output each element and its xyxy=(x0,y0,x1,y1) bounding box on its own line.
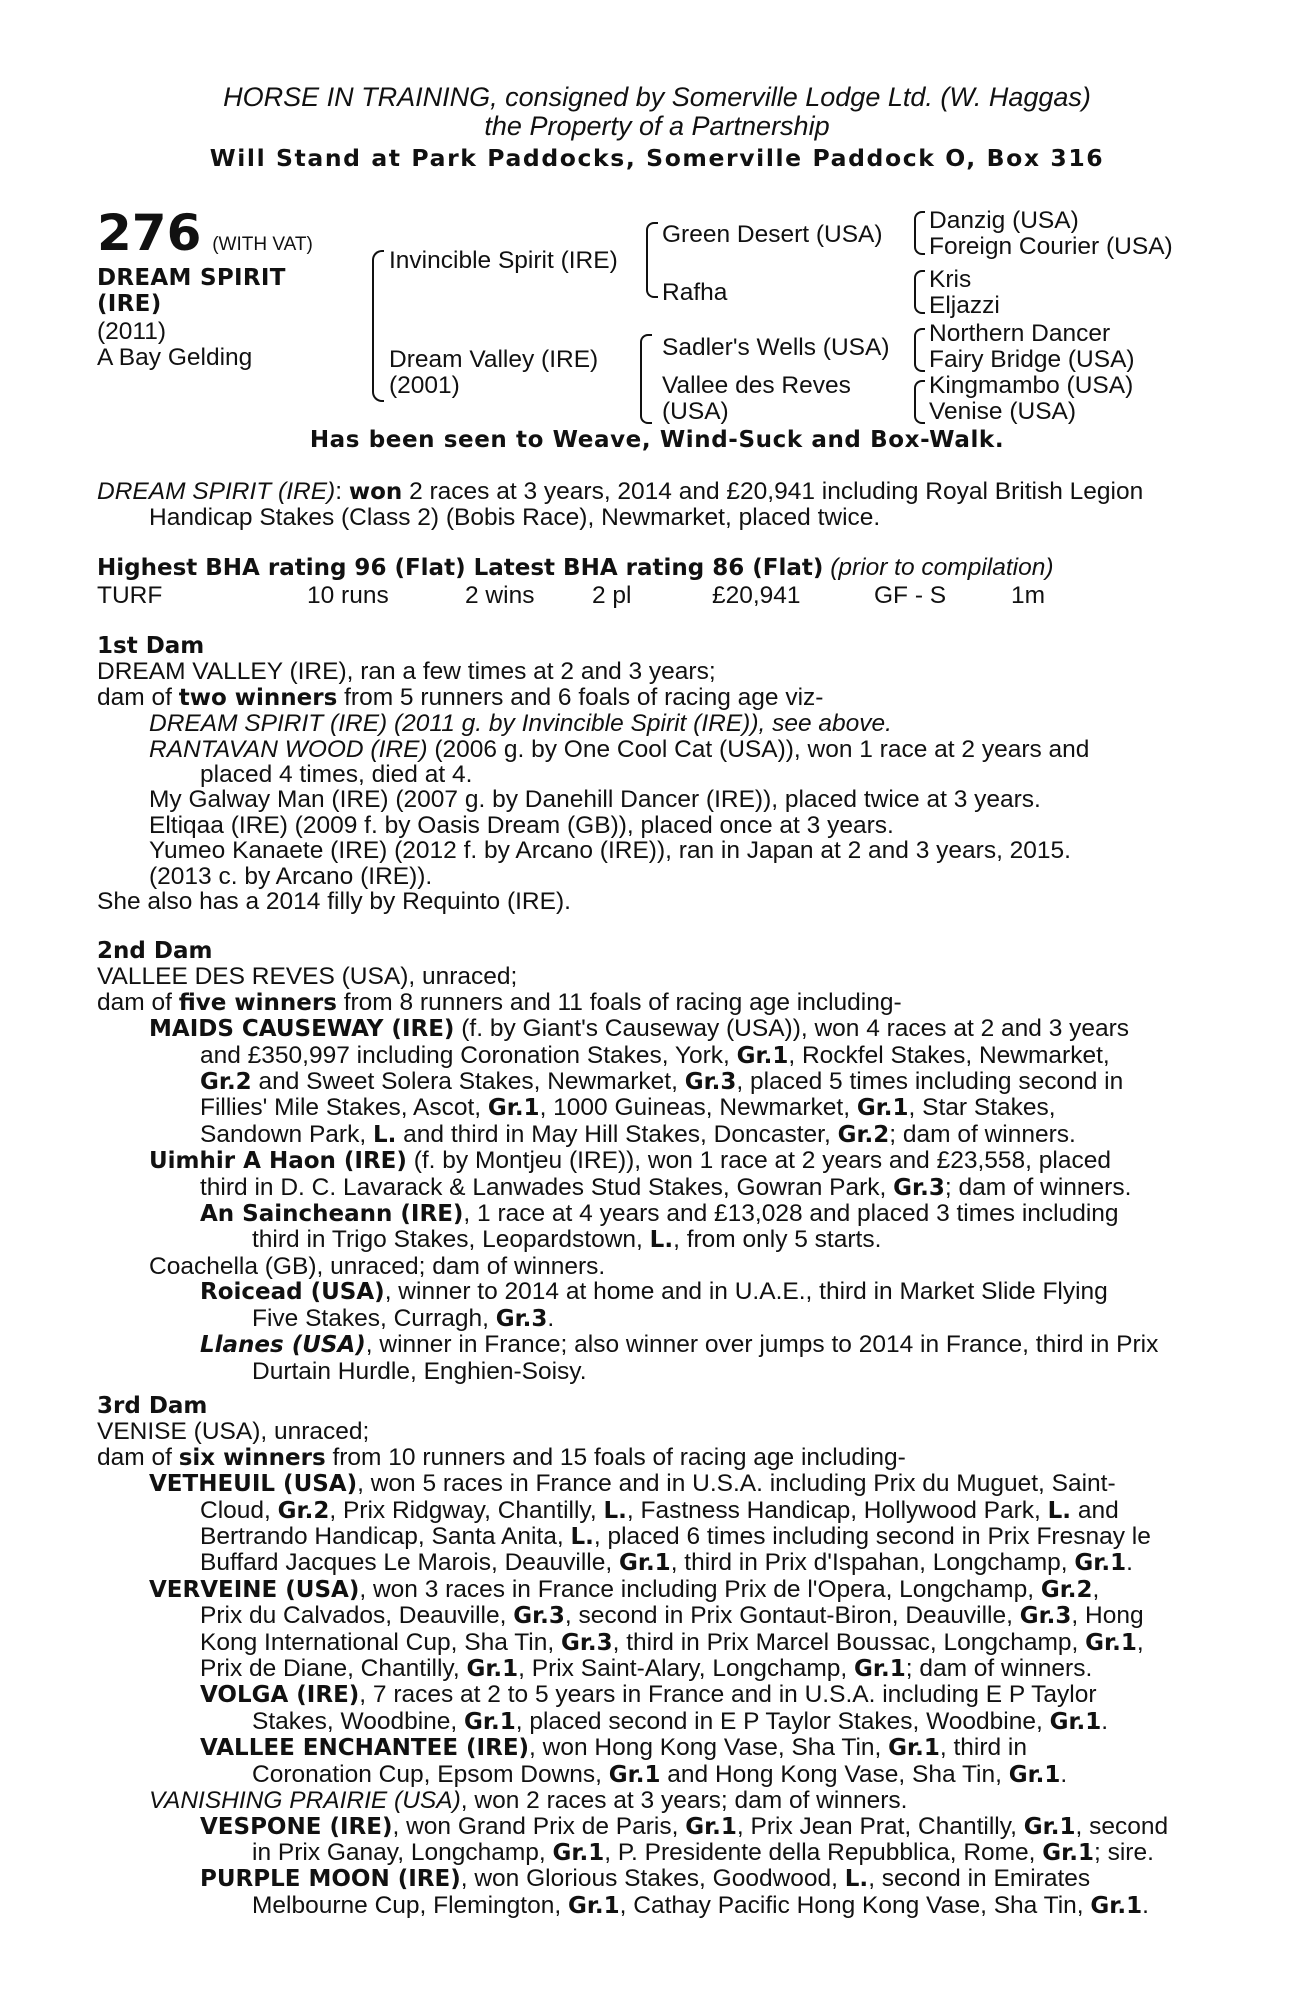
rating-block xyxy=(97,555,1207,581)
verveine-text-3c: , xyxy=(1136,1628,1144,1656)
pedigree-sire: Invincible Spirit (IRE) xyxy=(389,247,618,274)
turf-wins: 2 wins xyxy=(465,582,535,609)
first-dam-line-1: DREAM VALLEY (IRE), ran a few times at 2 and 3 years; xyxy=(97,658,716,686)
offspring-5: Yumeo Kanaete (IRE) (2012 f. by Arcano (IRE)), ran in Japan at 2 and 3 years, 2015. xyxy=(149,837,1071,865)
maids-text-4c: , Star Stakes, xyxy=(908,1094,1056,1122)
volga-text-2a: Stakes, Woodbine, xyxy=(252,1707,465,1735)
pedigree-sss: Danzig (USA) xyxy=(929,207,1079,234)
grade-badge: Gr.1 xyxy=(856,1095,909,1122)
purple-moon-text-1a: , won Glorious Stakes, Goodwood, xyxy=(460,1865,845,1893)
pedigree-dam-line-2: (2001) xyxy=(389,372,460,399)
maids-text-4a: Fillies' Mile Stakes, Ascot, xyxy=(200,1094,488,1122)
race-summary: DREAM SPIRIT (IRE): won 2 races at 3 years, 2014 and £20,941 including Royal British Legion Handicap Stakes (Class 2) (Bobis Race), Newmarket, placed twice. xyxy=(97,479,1207,531)
grade-badge: Gr.1 xyxy=(1023,1813,1076,1840)
header-line-2: the Property of a Partnership xyxy=(484,111,830,141)
verveine-text-4a: Prix de Diane, Chantilly, xyxy=(200,1655,467,1683)
vanishing-prairie-name: VANISHING PRAIRIE (USA) xyxy=(149,1787,461,1815)
offspring-2-cont: placed 4 times, died at 4. xyxy=(200,761,473,789)
roicead-text-1: , winner to 2014 at home and in U.A.E., third in Market Slide Flying xyxy=(384,1278,1108,1306)
grade-badge: Gr.3 xyxy=(1019,1603,1072,1630)
vetheuil-text-2c: , Fastness Handicap, Hollywood Park, xyxy=(626,1496,1048,1524)
third-dam-line-1: VENISE (USA), unraced; xyxy=(97,1418,370,1446)
third-dam-line-2c: from 10 runners and 15 foals of racing age including- xyxy=(325,1443,906,1471)
uimhir-text-1: (f. by Montjeu (IRE)), won 1 race at 2 years and £23,558, placed xyxy=(406,1147,1111,1175)
verveine-text-4c: ; dam of winners. xyxy=(905,1655,1093,1683)
pedigree-brace-main xyxy=(372,250,384,402)
grade-badge: Gr.1 xyxy=(854,1656,906,1683)
first-dam-line-2a: dam of xyxy=(97,683,179,711)
grade-badge: Gr.1 xyxy=(608,1761,661,1788)
grade-badge: Gr.1 xyxy=(736,1042,789,1069)
second-dam-winners: five winners xyxy=(178,989,337,1016)
rating-bold: Highest BHA rating 96 (Flat) Latest BHA rating 86 (Flat) xyxy=(97,555,824,581)
vallee-enchantee-text-1a: , won Hong Kong Vase, Sha Tin, xyxy=(529,1734,889,1762)
verveine-text-2b: , second in Prix Gontaut-Biron, Deauville, xyxy=(564,1602,1020,1630)
vallee-enchantee-text-2b: and Hong Kong Vase, Sha Tin, xyxy=(660,1760,1009,1788)
offspring-1-rest: (2011 g. by Invincible Spirit (IRE)), see above. xyxy=(387,710,892,738)
third-dam-section xyxy=(97,1393,1207,1919)
vallee-enchantee-text-2c: . xyxy=(1060,1760,1068,1788)
pedigree-ssd: Foreign Courier (USA) xyxy=(929,233,1173,260)
grade-badge: Gr.2 xyxy=(277,1497,330,1524)
listed-badge: L. xyxy=(649,1227,674,1254)
lot-number: 276 xyxy=(97,204,202,262)
maids-text-5c: ; dam of winners. xyxy=(889,1120,1076,1148)
an-saincheann-text-1: , 1 race at 4 years and £13,028 and placed 3 times including xyxy=(463,1200,1119,1228)
verveine-text-3b: , third in Prix Marcel Boussac, Longchamp, xyxy=(612,1628,1086,1656)
volga-name: VOLGA (IRE) xyxy=(200,1682,360,1709)
third-dam-line-2a: dam of xyxy=(97,1443,179,1471)
verveine-text-1a: , won 3 races in France including Prix de l'Opera, Longchamp, xyxy=(359,1575,1041,1603)
llanes-text-2: Durtain Hurdle, Enghien-Soisy. xyxy=(252,1357,587,1385)
first-dam-winners: two winners xyxy=(178,684,338,711)
listed-badge: L. xyxy=(570,1524,594,1551)
grade-badge: Gr.1 xyxy=(888,1735,940,1762)
turf-runs: 10 runs xyxy=(307,582,389,609)
grade-badge: Gr.1 xyxy=(1049,1708,1102,1735)
maids-causeway-name: MAIDS CAUSEWAY (IRE) xyxy=(149,1016,455,1043)
vice-note: Has been seen to Weave, Wind-Suck and Box-Walk. xyxy=(309,427,1005,453)
grade-badge: Gr.1 xyxy=(567,1892,620,1919)
turf-surface: TURF xyxy=(97,582,163,609)
listed-badge: L. xyxy=(603,1497,627,1524)
second-dam-line-2a: dam of xyxy=(97,988,179,1016)
third-dam-heading: 3rd Dam xyxy=(97,1393,208,1419)
vetheuil-text-4b: , third in Prix d'Ispahan, Longchamp, xyxy=(670,1549,1075,1577)
verveine-text-2c: , Hong xyxy=(1071,1602,1144,1630)
vespone-text-2b: , P. Presidente della Repubblica, Rome, xyxy=(604,1838,1043,1866)
grade-badge: Gr.3 xyxy=(495,1305,548,1332)
purple-moon-text-1b: , second in Emirates xyxy=(868,1865,1091,1893)
grade-badge: Gr.1 xyxy=(1090,1892,1143,1919)
grade-badge: Gr.1 xyxy=(1074,1550,1127,1577)
uimhir-text-2a: third in D. C. Lavarack & Lanwades Stud Stakes, Gowran Park, xyxy=(200,1173,894,1201)
second-dam-line-1: VALLEE DES REVES (USA), unraced; xyxy=(97,963,518,991)
verveine-text-4b: , Prix Saint-Alary, Longchamp, xyxy=(518,1655,855,1683)
maids-text-4b: , 1000 Guineas, Newmarket, xyxy=(539,1094,857,1122)
coachella-line: Coachella (GB), unraced; dam of winners. xyxy=(149,1252,606,1280)
pedigree-brace-dd xyxy=(914,380,925,424)
grade-badge: Gr.1 xyxy=(1085,1629,1137,1656)
maids-text-2a: and £350,997 including Coronation Stakes, York, xyxy=(200,1041,737,1069)
pedigree-dam-line-1: Dream Valley (IRE) xyxy=(389,346,599,373)
grade-badge: Gr.2 xyxy=(837,1121,890,1148)
vespone-text-1a: , won Grand Prix de Paris, xyxy=(392,1812,686,1840)
grade-badge: Gr.1 xyxy=(619,1550,671,1577)
horse-year: (2011) xyxy=(97,318,167,345)
turf-going: GF - S xyxy=(874,582,947,609)
purple-moon-text-2c: . xyxy=(1142,1891,1149,1919)
offspring-4: Eltiqaa (IRE) (2009 f. by Oasis Dream (GB)), placed once at 3 years. xyxy=(149,811,894,839)
pedigree-dam-dam-line-2: (USA) xyxy=(662,398,729,425)
pedigree-sds: Kris xyxy=(929,266,972,293)
grade-badge: Gr.2 xyxy=(200,1069,252,1096)
maids-text-5a: Sandown Park, xyxy=(200,1120,373,1148)
llanes-text-1: , winner in France; also winner over jumps to 2014 in France, third in Prix xyxy=(365,1331,1159,1359)
vetheuil-text-4a: Buffard Jacques Le Marois, Deauville, xyxy=(200,1549,619,1577)
vetheuil-text-2d: and xyxy=(1071,1496,1119,1524)
verveine-text-1b: , xyxy=(1092,1575,1100,1603)
maids-text-1: (f. by Giant's Causeway (USA)), won 4 races at 2 and 3 years xyxy=(454,1015,1130,1043)
an-saincheann-text-2b: , from only 5 starts. xyxy=(673,1226,882,1254)
purple-moon-name: PURPLE MOON (IRE) xyxy=(200,1866,461,1893)
an-saincheann-name: An Saincheann (IRE) xyxy=(200,1201,464,1228)
grade-badge: Gr.1 xyxy=(466,1656,519,1683)
second-dam-line-2c: from 8 runners and 11 foals of racing age including- xyxy=(336,988,902,1016)
pedigree-ddd: Venise (USA) xyxy=(929,398,1077,425)
second-dam-section xyxy=(97,938,1207,1384)
first-dam-line-2c: from 5 runners and 6 foals of racing age viz- xyxy=(337,683,824,711)
vallee-enchantee-text-2a: Coronation Cup, Epsom Downs, xyxy=(252,1760,609,1788)
uimhir-name: Uimhir A Haon (IRE) xyxy=(149,1148,407,1175)
grade-badge: Gr.1 xyxy=(685,1813,737,1840)
pedigree-dam-sire: Sadler's Wells (USA) xyxy=(662,334,890,361)
vetheuil-text-2b: , Prix Ridgway, Chantilly, xyxy=(329,1496,604,1524)
first-dam-heading: 1st Dam xyxy=(97,633,205,659)
verveine-name: VERVEINE (USA) xyxy=(149,1576,360,1603)
vespone-name: VESPONE (IRE) xyxy=(200,1813,393,1840)
vat-label: (WITH VAT) xyxy=(212,234,313,255)
vetheuil-text-3b: , placed 6 times including second in Prix Fresnay le xyxy=(593,1523,1151,1551)
grade-badge: Gr.2 xyxy=(1040,1576,1093,1603)
pedigree-sdd: Eljazzi xyxy=(929,292,1000,319)
pedigree-brace-dam xyxy=(640,334,652,424)
roicead-text-2a: Five Stakes, Curragh, xyxy=(252,1304,496,1332)
horse-name-line-1: DREAM SPIRIT xyxy=(97,265,286,291)
uimhir-text-2b: ; dam of winners. xyxy=(944,1173,1132,1201)
pedigree-sire-dam: Rafha xyxy=(662,279,728,306)
offspring-2-rest: (2006 g. by One Cool Cat (USA)), won 1 race at 2 years and xyxy=(427,735,1090,763)
vetheuil-text-4c: . xyxy=(1126,1549,1133,1577)
grade-badge: Gr.3 xyxy=(513,1603,565,1630)
vespone-text-2a: in Prix Ganay, Longchamp, xyxy=(252,1838,553,1866)
pedigree-dds: Kingmambo (USA) xyxy=(929,372,1134,399)
maids-text-3c: , placed 5 times including second in xyxy=(736,1068,1124,1096)
pedigree-dsd: Fairy Bridge (USA) xyxy=(929,346,1135,373)
vetheuil-text-3a: Bertrando Handicap, Santa Anita, xyxy=(200,1523,571,1551)
offspring-1 xyxy=(97,711,1207,736)
vetheuil-name: VETHEUIL (USA) xyxy=(149,1471,358,1498)
turf-distance: 1m xyxy=(1011,582,1046,609)
first-dam-section xyxy=(97,633,1207,914)
header-line-1: HORSE IN TRAINING, consigned by Somerville Lodge Ltd. (W. Haggas) xyxy=(223,82,1091,112)
vetheuil-text-2a: Cloud, xyxy=(200,1496,278,1524)
third-dam-winners: six winners xyxy=(178,1444,326,1471)
listed-badge: L. xyxy=(372,1121,397,1148)
lot-number-row xyxy=(97,205,313,261)
summary-horse-name: DREAM SPIRIT (IRE) xyxy=(97,478,336,505)
roicead-name: Roicead (USA) xyxy=(200,1279,385,1306)
grade-badge: Gr.1 xyxy=(1008,1761,1061,1788)
volga-text-2c: . xyxy=(1101,1707,1109,1735)
turf-earnings: £20,941 xyxy=(712,582,801,609)
pedigree-brace-sd xyxy=(914,270,925,314)
listed-badge: L. xyxy=(1047,1497,1072,1524)
grade-badge: Gr.1 xyxy=(487,1095,540,1122)
vespone-text-1c: , second xyxy=(1075,1812,1169,1840)
maids-text-5b: and third in May Hill Stakes, Doncaster, xyxy=(396,1120,838,1148)
volga-text-1: , 7 races at 2 to 5 years in France and in U.S.A. including E P Taylor xyxy=(359,1681,1097,1709)
pedigree-dss: Northern Dancer xyxy=(929,320,1111,347)
grade-badge: Gr.3 xyxy=(560,1629,613,1656)
second-dam-heading: 2nd Dam xyxy=(97,938,213,964)
roicead-text-2b: . xyxy=(547,1304,555,1332)
pedigree-brace-ds xyxy=(914,328,925,372)
maids-text-3b: and Sweet Solera Stakes, Newmarket, xyxy=(251,1068,685,1096)
vespone-text-1b: , Prix Jean Prat, Chantilly, xyxy=(736,1812,1024,1840)
pedigree-brace-sire xyxy=(646,222,658,298)
horse-description: A Bay Gelding xyxy=(97,344,253,371)
verveine-text-3a: Kong International Cup, Sha Tin, xyxy=(200,1628,561,1656)
pedigree-brace-ss xyxy=(914,211,925,255)
grade-badge: Gr.3 xyxy=(684,1069,737,1096)
horse-name-line-2: (IRE) xyxy=(97,291,162,317)
llanes-name: Llanes (USA) xyxy=(200,1332,366,1359)
grade-badge: Gr.1 xyxy=(1042,1839,1094,1866)
vallee-enchantee-text-1b: , third in xyxy=(939,1734,1027,1762)
header-line-3: Will Stand at Park Paddocks, Somerville Paddock O, Box 316 xyxy=(209,144,1105,172)
offspring-1-name: DREAM SPIRIT (IRE) xyxy=(149,710,388,738)
summary-won: won xyxy=(348,479,403,505)
offspring-6: (2013 c. by Arcano (IRE)). xyxy=(149,862,433,890)
turf-placed: 2 pl xyxy=(592,582,632,609)
rating-note: (prior to compilation) xyxy=(830,554,1054,581)
pedigree-sire-sire: Green Desert (USA) xyxy=(662,221,883,248)
pedigree-dam-dam-line-1: Vallee des Reves xyxy=(662,372,851,399)
vanishing-prairie-text: , won 2 races at 3 years; dam of winners. xyxy=(460,1787,908,1815)
verveine-text-2a: Prix du Calvados, Deauville, xyxy=(200,1602,514,1630)
listed-badge: L. xyxy=(844,1866,869,1893)
summary-text-1: 2 races at 3 years, 2014 and £20,941 including Royal British Legion xyxy=(402,478,1144,505)
offspring-2-name: RANTAVAN WOOD (IRE) xyxy=(149,735,428,763)
offspring-7: She also has a 2014 filly by Requinto (IRE). xyxy=(97,888,571,916)
an-saincheann-text-2a: third in Trigo Stakes, Leopardstown, xyxy=(252,1226,650,1254)
grade-badge: Gr.1 xyxy=(552,1839,605,1866)
offspring-2 xyxy=(97,737,1207,762)
vetheuil-text-1: , won 5 races in France and in U.S.A. including Prix du Muguet, Saint- xyxy=(357,1470,1116,1498)
offspring-3: My Galway Man (IRE) (2007 g. by Danehill Dancer (IRE)), placed twice at 3 years. xyxy=(149,786,1041,814)
purple-moon-text-2b: , Cathay Pacific Hong Kong Vase, Sha Tin, xyxy=(619,1891,1091,1919)
volga-text-2b: , placed second in E P Taylor Stakes, Woodbine, xyxy=(515,1707,1050,1735)
vespone-text-2c: ; sire. xyxy=(1093,1838,1154,1866)
maids-text-2b: , Rockfel Stakes, Newmarket, xyxy=(788,1041,1110,1069)
grade-badge: Gr.3 xyxy=(893,1174,945,1201)
purple-moon-text-2a: Melbourne Cup, Flemington, xyxy=(252,1891,568,1919)
summary-text-2: Handicap Stakes (Class 2) (Bobis Race), Newmarket, placed twice. xyxy=(149,504,881,532)
grade-badge: Gr.1 xyxy=(464,1708,516,1735)
vallee-enchantee-name: VALLEE ENCHANTEE (IRE) xyxy=(200,1735,530,1762)
